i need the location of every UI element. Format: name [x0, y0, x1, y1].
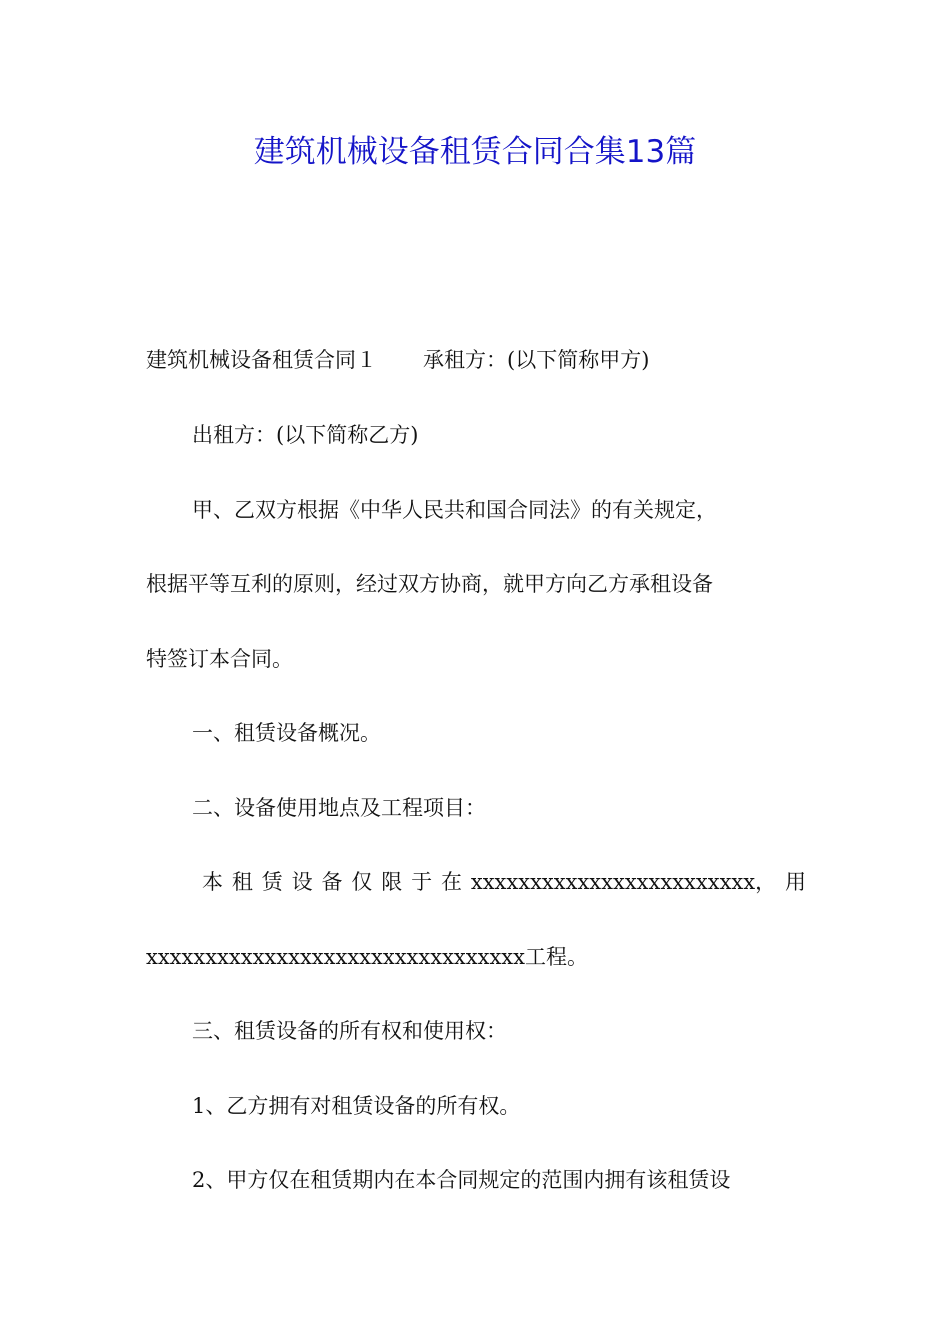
- list-item: 1、乙方拥有对租赁设备的所有权。: [192, 1094, 521, 1118]
- document-title: 建筑机械设备租赁合同合集13篇: [253, 134, 697, 170]
- section-heading: 三、租赁设备的所有权和使用权：: [192, 1019, 507, 1043]
- paragraph-line: 根据平等互利的原则，经过双方协商，就甲方向乙方承租设备: [146, 572, 713, 596]
- section-heading: 二、设备使用地点及工程项目：: [192, 796, 486, 820]
- location-char: 赁: [261, 870, 283, 894]
- location-placeholder: xxxxxxxxxxxxxxxxxxxxxxxx，: [470, 870, 777, 894]
- location-char: 用: [785, 870, 806, 894]
- location-char: 在: [441, 870, 462, 894]
- location-char: 租: [231, 870, 253, 894]
- project-line: xxxxxxxxxxxxxxxxxxxxxxxxxxxxxxxx工程。: [146, 945, 588, 969]
- paragraph-line: 甲、乙双方根据《中华人民共和国合同法》的有关规定，: [192, 498, 717, 522]
- paragraph-line: 特签订本合同。: [146, 647, 293, 671]
- section-heading: 一、租赁设备概况。: [192, 721, 381, 745]
- list-item: 2、甲方仅在租赁期内在本合同规定的范围内拥有该租赁设: [192, 1168, 731, 1192]
- contract-subtitle: 建筑机械设备租赁合同１: [146, 348, 377, 372]
- location-char: 限: [381, 870, 403, 894]
- location-char: 本: [202, 870, 223, 894]
- location-line: [202, 867, 806, 897]
- location-char: 仅: [351, 870, 373, 894]
- lessor-label: 出租方：(以下简称乙方): [192, 423, 419, 447]
- location-char: 备: [321, 870, 343, 894]
- location-char: 设: [291, 870, 313, 894]
- location-char: 于: [411, 870, 433, 894]
- contract-heading-line: [146, 345, 806, 375]
- lessee-label: 承租方：(以下简称甲方): [423, 348, 650, 372]
